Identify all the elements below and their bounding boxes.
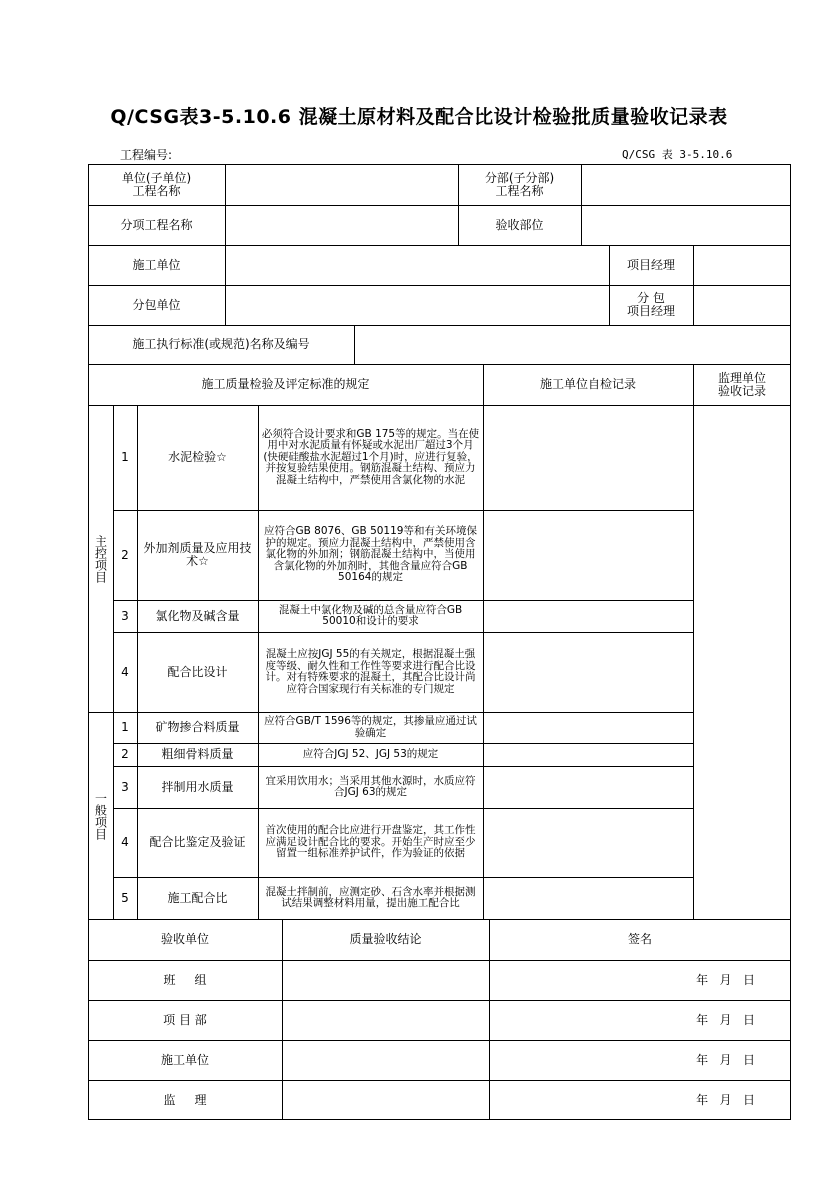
main-items-group-label: 主控项目 <box>93 534 108 583</box>
general-item-self-check[interactable] <box>483 766 693 808</box>
unit-project-name-label: 单位(子单位) 工程名称 <box>121 170 192 198</box>
standard-name-label: 施工执行标准(或规范)名称及编号 <box>132 337 310 351</box>
acceptance-row-conclusion[interactable] <box>282 960 489 1000</box>
main-item-self-check[interactable] <box>483 632 693 712</box>
construction-unit-label: 施工单位 <box>132 257 181 272</box>
main-item-self-check[interactable] <box>483 600 693 632</box>
acceptance-row-date[interactable]: 年 月 日 <box>696 972 755 987</box>
sub-project-manager-field[interactable] <box>693 285 791 325</box>
sub-project-manager-label: 分 包 项目经理 <box>626 291 675 318</box>
construction-unit-field[interactable] <box>225 245 609 285</box>
general-item-name: 拌制用水质量 <box>161 779 234 794</box>
main-item-no: 2 <box>121 547 129 562</box>
acceptance-row-unit: 施工单位 <box>160 1052 209 1067</box>
subitem-project-name-field[interactable] <box>225 205 458 245</box>
acceptance-row-date[interactable]: 年 月 日 <box>696 1012 755 1027</box>
main-item-self-check[interactable] <box>483 405 693 510</box>
acceptance-row-unit: 班 组 <box>163 972 207 987</box>
general-item-self-check[interactable] <box>483 877 693 919</box>
project-manager-field[interactable] <box>693 245 791 285</box>
acceptance-signature-header: 签名 <box>627 932 652 946</box>
general-item-no: 5 <box>121 890 129 905</box>
general-item-no: 1 <box>121 720 129 734</box>
general-item-name: 施工配合比 <box>167 890 228 905</box>
main-item-no: 4 <box>121 664 129 679</box>
general-item-standard: 首次使用的配合比应进行开盘鉴定，其工作性应满足设计配合比的要求。开始生产时应至少留置一组标准养护试件，作为验证的依据 <box>265 824 476 860</box>
general-item-name: 粗细骨料质量 <box>161 747 234 761</box>
spec-column-header: 施工质量检验及评定标准的规定 <box>201 377 370 391</box>
general-item-name: 配合比鉴定及验证 <box>149 835 246 849</box>
general-item-self-check[interactable] <box>483 743 693 766</box>
self-check-column-header: 施工单位自检记录 <box>539 377 636 391</box>
acceptance-row-date[interactable]: 年 月 日 <box>696 1092 755 1107</box>
main-item-name: 氯化物及碱含量 <box>155 608 240 623</box>
project-manager-label: 项目经理 <box>626 257 675 272</box>
general-item-self-check[interactable] <box>483 808 693 877</box>
main-item-no: 3 <box>121 608 129 623</box>
acceptance-row-conclusion[interactable] <box>282 1000 489 1040</box>
main-item-no: 1 <box>121 450 129 464</box>
main-item-name: 配合比设计 <box>167 664 228 679</box>
unit-project-name-field[interactable] <box>225 164 458 205</box>
general-items-group-label: 一般项目 <box>93 791 108 840</box>
general-item-standard: 混凝土拌制前，应测定砂、石含水率并根据测试结果调整材料用量，提出施工配合比 <box>265 885 476 909</box>
acceptance-row-conclusion[interactable] <box>282 1040 489 1080</box>
general-item-no: 3 <box>121 779 129 794</box>
project-no-label: 工程编号: <box>120 148 173 162</box>
general-item-standard: 宜采用饮用水；当采用其他水源时，水质应符合JGJ 63的规定 <box>265 774 476 798</box>
acceptance-unit-header: 验收单位 <box>160 932 209 946</box>
general-items-supervision-record[interactable] <box>693 712 791 919</box>
acceptance-row-unit: 项 目 部 <box>163 1012 207 1027</box>
general-item-standard: 应符合GB/T 1596等的规定，其掺量应通过试验确定 <box>264 715 477 739</box>
general-item-self-check[interactable] <box>483 712 693 743</box>
standard-name-field[interactable] <box>354 325 791 364</box>
division-project-name-label: 分部(子分部) 工程名称 <box>484 170 555 198</box>
division-project-name-field[interactable] <box>581 164 791 205</box>
main-item-standard: 混凝土应按JGJ 55的有关规定，根据混凝土强度等级、耐久性和工作性等要求进行配合比设计。对有特殊要求的混凝土，其配合比设计尚应符合国家现行有关标准的专门规定 <box>265 648 476 695</box>
general-item-name: 矿物掺合料质量 <box>155 720 240 734</box>
main-item-name: 外加剂质量及应用技术☆ <box>143 541 252 568</box>
acceptance-conclusion-header: 质量验收结论 <box>349 932 422 946</box>
main-item-standard: 必须符合设计要求和GB 175等的规定。当在使用中对水泥质量有怀疑或水泥出厂超过3个月(快硬硅酸盐水泥超过1个月)时，应进行复验，并按复验结果使用。钢筋混凝土结构、预应力混凝土结构中，严禁使用含氯化物的水泥 <box>261 427 480 486</box>
main-item-name: 水泥检验☆ <box>168 450 227 464</box>
general-item-no: 4 <box>121 835 129 849</box>
general-item-standard: 应符合JGJ 52、JGJ 53的规定 <box>302 747 439 760</box>
supervision-column-header: 监理单位 验收记录 <box>717 370 766 398</box>
acceptance-part-field[interactable] <box>581 205 791 245</box>
main-item-self-check[interactable] <box>483 510 693 600</box>
general-item-no: 2 <box>121 747 129 761</box>
acceptance-part-label: 验收部位 <box>495 217 544 232</box>
subcontract-unit-label: 分包单位 <box>132 297 181 312</box>
acceptance-row-date[interactable]: 年 月 日 <box>696 1052 755 1067</box>
acceptance-row-unit: 监 理 <box>163 1092 207 1107</box>
subcontract-unit-field[interactable] <box>225 285 609 325</box>
main-item-standard: 应符合GB 8076、GB 50119等和有关环境保护的规定。预应力混凝土结构中，严禁使用含氯化物的外加剂；钢筋混凝土结构中，当使用含氯化物的外加剂时，其他含量应符合GB 50164的规定 <box>264 525 477 584</box>
subitem-project-name-label: 分项工程名称 <box>120 217 193 232</box>
page-title: Q/CSG表3-5.10.6 混凝土原材料及配合比设计检验批质量验收记录表 <box>110 106 728 128</box>
acceptance-row-conclusion[interactable] <box>282 1080 489 1120</box>
form-code: Q/CSG 表 3-5.10.6 <box>622 148 733 161</box>
main-item-standard: 混凝土中氯化物及碱的总含量应符合GB 50010和设计的要求 <box>278 603 463 627</box>
main-items-supervision-record[interactable] <box>693 405 791 712</box>
